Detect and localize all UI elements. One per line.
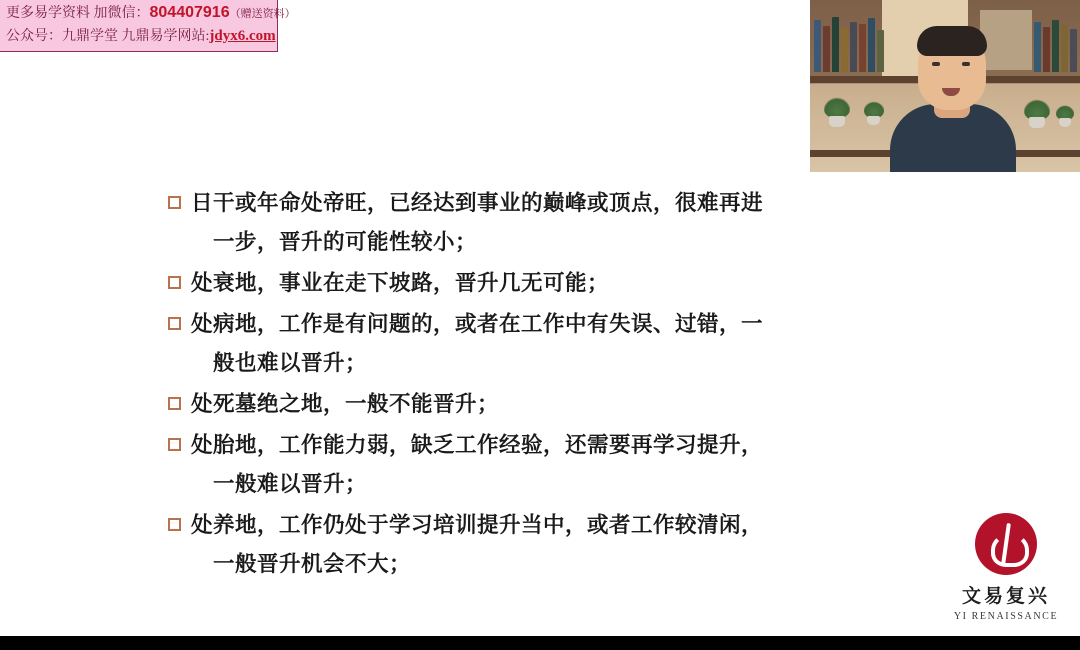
plant-pot-left-small [867, 116, 880, 125]
books-left [814, 14, 884, 72]
square-bullet-icon [168, 276, 181, 289]
brand-logo [950, 513, 1062, 622]
promo-wechat-prefix: 更多易学资料 加微信： [6, 6, 150, 21]
presenter-eye-right [962, 62, 970, 66]
square-bullet-icon [168, 196, 181, 209]
promo-site-prefix: 公众号： [6, 29, 62, 44]
bullet-line: 处养地，工作仍处于学习培训提升当中，或者工作较清闲， [191, 513, 764, 538]
plant-pot-right [1029, 117, 1045, 128]
bullet-line: 处胎地，工作能力弱，缺乏工作经验，还需要再学习提升， [191, 433, 764, 458]
promo-line-wechat [6, 3, 296, 24]
list-item [168, 385, 928, 424]
bullet-text-block [191, 506, 763, 584]
square-bullet-icon [168, 438, 181, 451]
bullet-text-block [191, 184, 763, 262]
presenter-eye-left [932, 62, 940, 66]
promo-wechat-number: 804407916 [149, 4, 230, 21]
slide-content [0, 172, 1080, 650]
square-bullet-icon [168, 397, 181, 410]
bullet-line-cont: 一般晋升机会不大； [213, 552, 412, 577]
bottom-letterbox [0, 636, 1080, 650]
bullet-text-block [191, 264, 609, 303]
bullet-list [168, 184, 928, 586]
seal-icon [975, 513, 1037, 575]
promo-site-names: 九鼎学堂 九鼎易学网站: [62, 29, 210, 44]
bullet-line-cont: 一步，晋升的可能性较小； [213, 230, 478, 255]
promo-wechat-suffix: （赠送资料） [229, 8, 296, 20]
bullet-line: 处病地，工作是有问题的，或者在工作中有失误、过错，一 [191, 312, 764, 337]
presenter-video-pane[interactable] [810, 0, 1080, 172]
bullet-line: 处死墓绝之地，一般不能晋升； [191, 392, 500, 417]
bullet-line-cont: 一般难以晋升； [213, 472, 368, 497]
books-right [1034, 18, 1077, 72]
list-item [168, 305, 928, 383]
promo-banner [0, 0, 296, 52]
square-bullet-icon [168, 317, 181, 330]
list-item [168, 184, 928, 262]
square-bullet-icon [168, 518, 181, 531]
list-item [168, 264, 928, 303]
bullet-text-block [191, 385, 499, 424]
bullet-text-block [191, 426, 763, 504]
presenter-hair [917, 26, 987, 56]
plant-pot-right-small [1059, 118, 1071, 127]
bullet-line: 日干或年命处帝旺，已经达到事业的巅峰或顶点，很难再进 [191, 191, 764, 216]
bullet-text-block [191, 305, 763, 383]
plant-pot-left [829, 116, 845, 127]
brand-name-en: YI RENAISSANCE [953, 611, 1059, 622]
brand-name-cn: 文易复兴 [961, 585, 1050, 607]
promo-site-url[interactable]: jdyx6.com [209, 28, 276, 44]
list-item [168, 506, 928, 584]
list-item [168, 426, 928, 504]
plant-left [824, 96, 850, 118]
bullet-line-cont: 般也难以晋升； [213, 351, 368, 376]
shelf-panel-dark [980, 10, 1032, 70]
bullet-line: 处衰地，事业在走下坡路，晋升几无可能； [191, 271, 610, 296]
promo-line-site [6, 26, 276, 47]
